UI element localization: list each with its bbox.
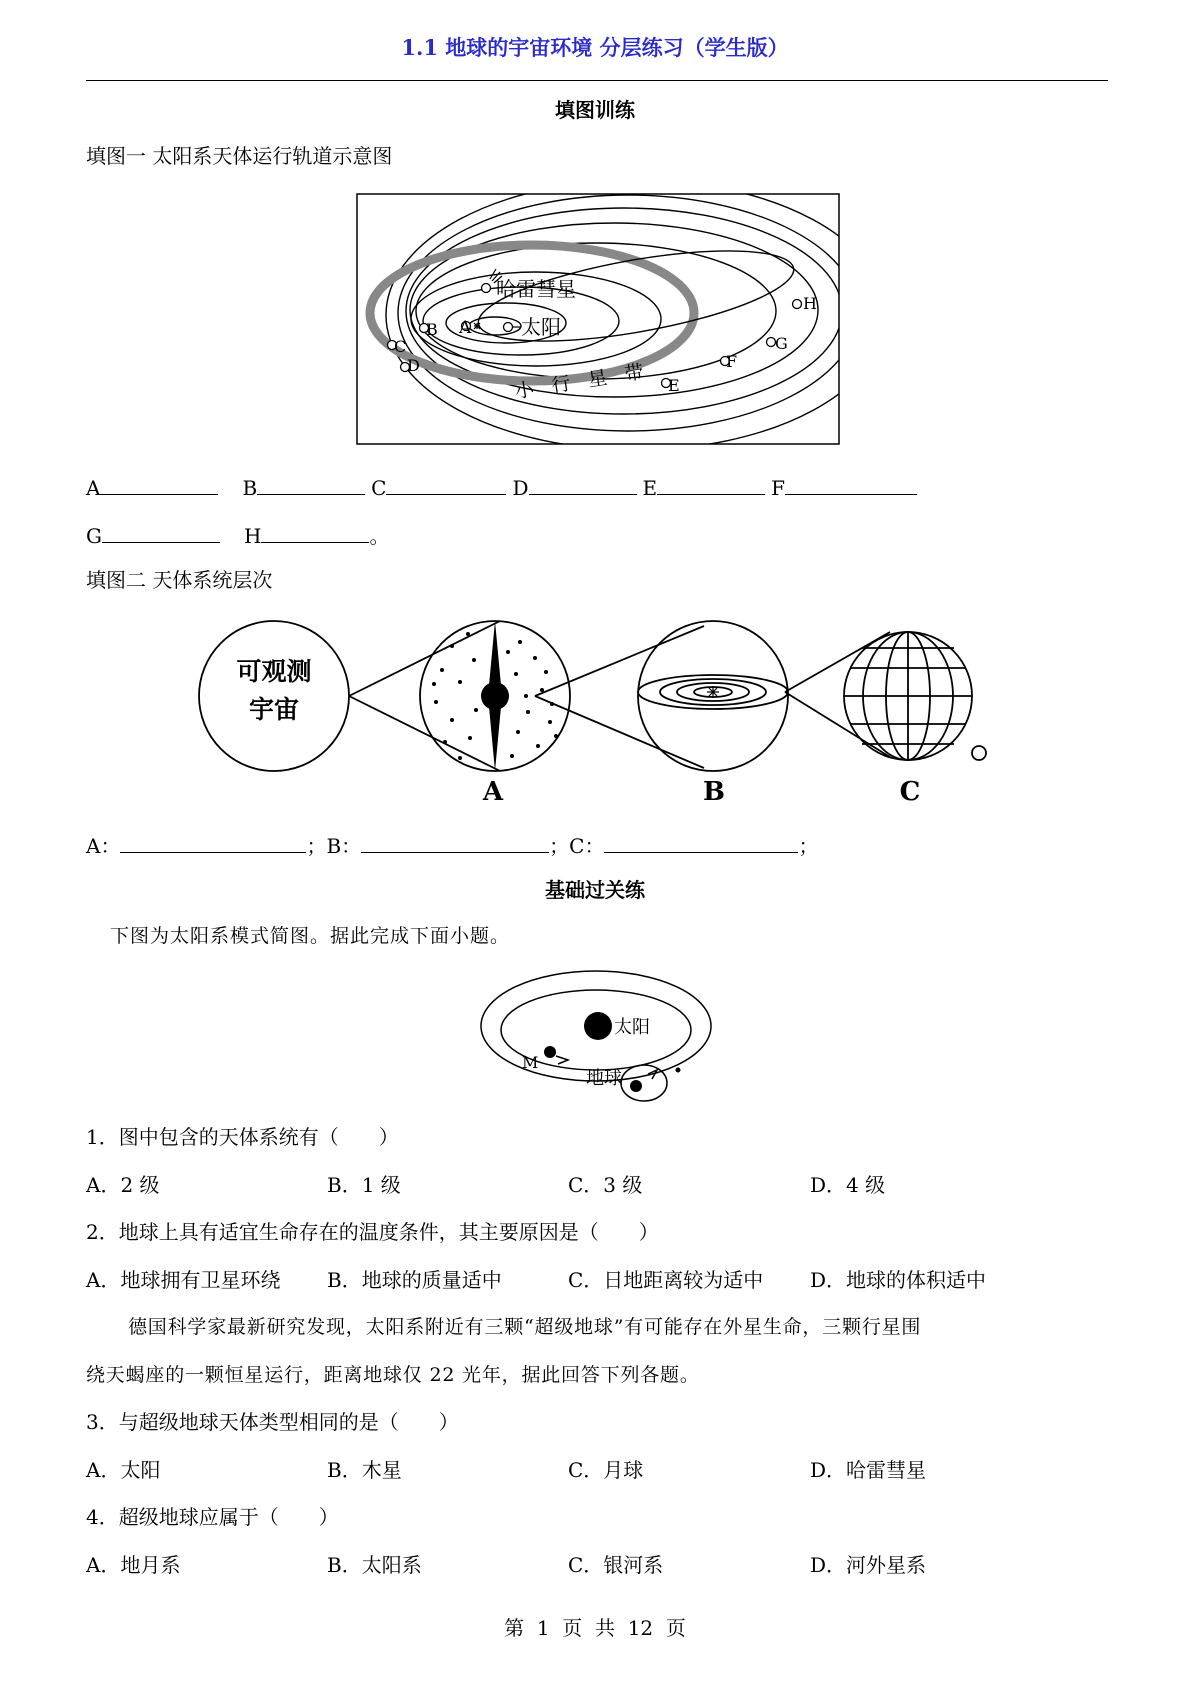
- letter-C: C: [899, 777, 921, 807]
- page-header-title: 1.1 地球的宇宙环境 分层练习（学生版）: [401, 35, 789, 60]
- blank-fig2-B[interactable]: [361, 832, 549, 853]
- earth-body: [630, 1080, 642, 1092]
- blank-F[interactable]: [785, 474, 917, 495]
- simple-solar-system-diagram: [478, 960, 714, 1110]
- q3-option-a[interactable]: A．太阳: [86, 1458, 161, 1482]
- letter-A: A: [482, 777, 504, 807]
- blank-fig2-A[interactable]: [120, 832, 306, 853]
- celestial-hierarchy-diagram: [190, 612, 1010, 812]
- question-3-stem: 3．与超级地球天体类型相同的是（ ）: [86, 1410, 459, 1434]
- blank-E[interactable]: [657, 474, 765, 495]
- universe-label-line1: 可观测: [236, 657, 312, 686]
- q4-option-b[interactable]: B．太阳系: [327, 1553, 422, 1577]
- q1-option-a[interactable]: A．2 级: [86, 1173, 160, 1197]
- blank-H[interactable]: [261, 522, 369, 543]
- q4-option-d[interactable]: D．河外星系: [810, 1553, 927, 1577]
- label-F: F: [726, 352, 738, 371]
- blank-C[interactable]: [386, 474, 506, 495]
- fig1-blanks-row2: G H 。: [86, 524, 390, 548]
- intro-text-1: 下图为太阳系模式简图。据此完成下面小题。: [110, 925, 511, 947]
- fig2-blanks-row: A： ；B： ；C： ；: [86, 834, 819, 858]
- label-sun-fig3: 太阳: [614, 1017, 650, 1038]
- blank-D[interactable]: [529, 474, 637, 495]
- planet-H-dot: [793, 300, 802, 309]
- blank-B[interactable]: [257, 474, 365, 495]
- label-earth: 地球: [586, 1068, 622, 1089]
- q3-option-c[interactable]: C．月球: [568, 1458, 644, 1482]
- section-title-fill-training: 填图训练: [555, 98, 635, 122]
- label-halley-comet: 哈雷彗星: [496, 277, 576, 301]
- label-G: G: [775, 334, 788, 353]
- label-H: H: [803, 294, 817, 313]
- sun-body: [584, 1012, 612, 1040]
- q2-option-a[interactable]: A．地球拥有卫星环绕: [86, 1268, 281, 1292]
- question-2-stem: 2．地球上具有适宜生命存在的温度条件，其主要原因是（ ）: [86, 1220, 659, 1244]
- label-A: A: [459, 318, 472, 338]
- fig1-blanks-row1: A B C D E F: [86, 474, 917, 500]
- q4-option-c[interactable]: C．银河系: [568, 1553, 664, 1577]
- q4-option-a[interactable]: A．地月系: [86, 1553, 181, 1577]
- label-M: M: [522, 1053, 539, 1072]
- label-B: B: [426, 320, 438, 339]
- q1-option-c[interactable]: C．3 级: [568, 1173, 643, 1197]
- passage-line-1: 德国科学家最新研究发现，太阳系附近有三颗“超级地球”有可能存在外星生命，三颗行星围: [128, 1316, 922, 1338]
- q1-option-b[interactable]: B．1 级: [327, 1173, 401, 1197]
- planet-sun-link-dot: [504, 323, 513, 332]
- header-rule: [86, 80, 1108, 81]
- section-title-basic-practice: 基础过关练: [545, 878, 645, 902]
- solar-system-orbit-diagram: [356, 193, 840, 445]
- question-1-stem: 1．图中包含的天体系统有（ ）: [86, 1125, 399, 1149]
- passage-line-2: 绕天蝎座的一颗恒星运行，距离地球仅 22 光年，据此回答下列各题。: [86, 1364, 700, 1386]
- q2-option-b[interactable]: B．地球的质量适中: [327, 1268, 502, 1292]
- label-D: D: [407, 356, 420, 375]
- universe-label-line2: 宇宙: [248, 695, 300, 724]
- halley-comet-dot: [482, 284, 491, 293]
- q2-option-c[interactable]: C．日地距离较为适中: [568, 1268, 764, 1292]
- label-asteroid-belt: 小 行 星 带: [513, 359, 652, 403]
- blank-fig2-C[interactable]: [604, 832, 798, 853]
- q3-option-d[interactable]: D．哈雷彗星: [810, 1458, 927, 1482]
- page-footer: 第 1 页 共 12 页: [504, 1616, 686, 1640]
- planet-M-body: [544, 1046, 556, 1058]
- fig2-title: 填图二 天体系统层次: [86, 568, 273, 592]
- q2-option-d[interactable]: D．地球的体积适中: [810, 1268, 987, 1292]
- fig1-title: 填图一 太阳系天体运行轨道示意图: [86, 144, 393, 168]
- label-E: E: [668, 376, 680, 395]
- moon-orbit: [621, 1065, 667, 1101]
- question-4-stem: 4．超级地球应属于（ ）: [86, 1505, 339, 1529]
- label-C: C: [394, 337, 407, 356]
- q3-option-b[interactable]: B．木星: [327, 1458, 402, 1482]
- blank-G[interactable]: [102, 522, 220, 543]
- letter-B: B: [703, 777, 725, 807]
- q1-option-d[interactable]: D．4 级: [810, 1173, 886, 1197]
- blank-A[interactable]: [100, 474, 218, 495]
- label-sun: 太阳: [521, 315, 561, 339]
- moon-circle: [972, 746, 986, 760]
